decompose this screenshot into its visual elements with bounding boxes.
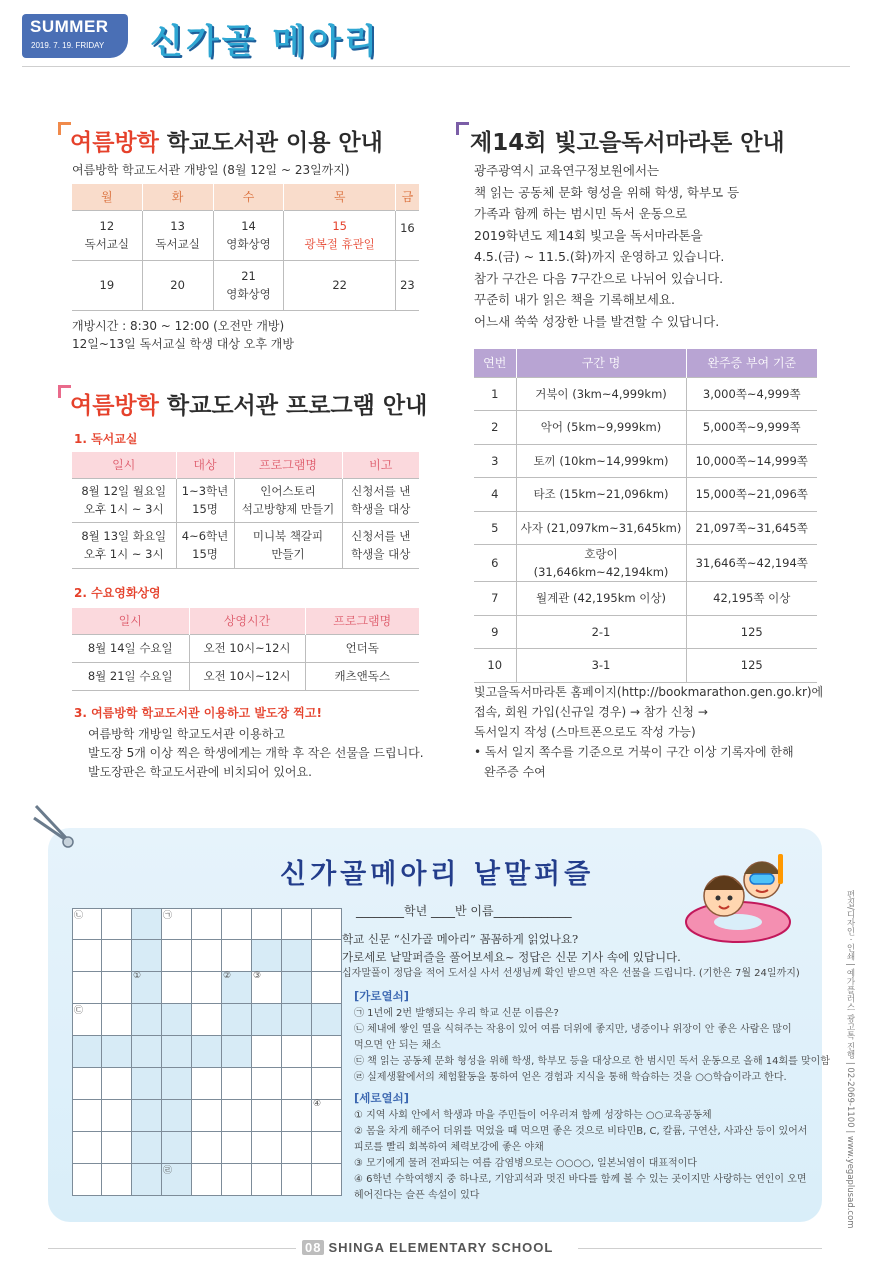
grid-cell[interactable]: [222, 940, 252, 972]
grid-cell[interactable]: [102, 1100, 132, 1132]
movie-heading: 2. 수요영화상영: [74, 586, 161, 600]
grid-cell[interactable]: [222, 1068, 252, 1100]
header-divider: [22, 66, 850, 67]
badge-date: 2019. 7. 19. FRIDAY: [31, 41, 105, 50]
grid-cell[interactable]: [312, 1164, 342, 1196]
grid-cell[interactable]: [102, 1164, 132, 1196]
grid-cell[interactable]: [132, 1132, 162, 1164]
calendar-cell: 12 독서교실: [72, 210, 142, 260]
grid-cell[interactable]: [162, 1068, 192, 1100]
calendar-cell-holiday: 15 광복절 휴관일: [284, 210, 395, 260]
grid-cell[interactable]: [252, 1036, 282, 1068]
library-open-period: 여름방학 학교도서관 개방일 (8월 12일 ~ 23일까지): [72, 163, 350, 177]
table-cell: 8월 13일 화요일 오후 1시 ~ 3시: [72, 522, 176, 568]
school-name: SHINGA ELEMENTARY SCHOOL: [328, 1240, 554, 1255]
grid-cell[interactable]: [312, 908, 342, 940]
table-cell: 4: [474, 478, 516, 512]
grid-cell[interactable]: [222, 1100, 252, 1132]
grid-cell[interactable]: [192, 1004, 222, 1036]
table-cell: 3-1: [516, 649, 686, 683]
library-usage-title: 여름방학 학교도서관 이용 안내: [70, 130, 383, 156]
day-header: 월: [72, 184, 142, 210]
table-cell: 15,000쪽~21,096쪽: [686, 478, 817, 512]
table-cell: 월계관 (42,195km 이상): [516, 582, 686, 616]
table-cell: 21,097쪽~31,645쪽: [686, 511, 817, 545]
footer-divider: [48, 1248, 296, 1249]
grid-cell[interactable]: [72, 1164, 102, 1196]
table-cell: 8월 14일 수요일: [72, 634, 189, 662]
grid-cell[interactable]: [252, 1164, 282, 1196]
grid-cell[interactable]: [192, 1068, 222, 1100]
grid-cell[interactable]: [192, 940, 222, 972]
day-header: 목: [284, 184, 395, 210]
footprint-line: 발도장 5개 이상 찍은 학생에게는 개학 후 작은 선물을 드립니다.: [88, 746, 424, 760]
calendar-cell: 23: [395, 260, 419, 310]
grid-cell[interactable]: [192, 1036, 222, 1068]
footer-divider: [578, 1248, 822, 1249]
grid-cell[interactable]: [192, 908, 222, 940]
pin-icon: [30, 800, 80, 852]
publisher-info: 편집/디자인 · 인쇄 | 예가플러스 광고톡 진행 | 02-2069-1100 | www.yegaplusad.com: [845, 890, 855, 1229]
down-clues: ① 지역 사회 안에서 학생과 마을 주민들이 어우러져 함께 성장하는 ○○교육공동체 ② 몸을 차게 해주어 더위를 먹었을 때 먹으면 좋은 것으로 비타민B, C, 칼륨, 구연산, 사과산 등이 있어서 피로를 빨리 회복하여 체력보강에 좋은 야채 ③ 모기에게 물려 전파되는 여름 감염병으로는 ○○○○, 일본뇌염이 대표적이다 ④ 6학년 수학여행지 중 하나로, 기암괴석과 멋진 바다를 함께 볼 수 있는 곳이지만 사랑하는 연인이 오면 헤어진다는 슬픈 속설이 있다: [354, 1110, 808, 1201]
table-cell: 31,646쪽~42,194쪽: [686, 545, 817, 582]
table-cell: 1~3학년 15명: [176, 478, 234, 522]
table-cell: 3: [474, 444, 516, 478]
grid-cell[interactable]: [222, 908, 252, 940]
grid-cell[interactable]: [102, 1036, 132, 1068]
beach-kids-illustration: [678, 840, 808, 950]
grid-cell[interactable]: [72, 940, 102, 972]
grid-cell[interactable]: [312, 940, 342, 972]
table-cell: 인어스토리 석고방향제 만들기: [234, 478, 342, 522]
table-cell: 거북이 (3km~4,999km): [516, 377, 686, 411]
table-cell: 캐츠앤독스: [305, 662, 419, 690]
table-cell: 호랑이 (31,646km~42,194km): [516, 545, 686, 582]
grid-cell[interactable]: [312, 1068, 342, 1100]
grid-clue-number: ㉢: [74, 1006, 84, 1016]
crossword-grid[interactable]: [72, 908, 342, 1196]
grid-cell[interactable]: [252, 940, 282, 972]
grid-cell[interactable]: [72, 1036, 102, 1068]
table-cell: 9: [474, 615, 516, 649]
grid-cell[interactable]: [162, 1004, 192, 1036]
grid-cell[interactable]: [132, 1036, 162, 1068]
grid-cell[interactable]: [72, 1100, 102, 1132]
grid-cell[interactable]: [222, 1004, 252, 1036]
table-cell: 5,000쪽~9,999쪽: [686, 411, 817, 445]
across-clues: ㉠ 1년에 2번 발행되는 우리 학교 신문 이름은? ㉡ 체내에 쌓인 열을 식혀주는 작용이 있어 여름 더위에 좋지만, 냉증이나 위장이 안 좋은 사람은 많이 먹으면 안 되는 채소 ㉢ 책 읽는 공동체 문화 형성을 위해 학생, 학부모 등을 대상으로 한 범시민 독서 운동으로 올해 14회를 맞이함 ㉣ 실제생활에서의 체험활동을 통하여 얻은 경험과 지식을 통해 학습하는 것을 ○○학습이라고 한다.: [354, 1008, 831, 1083]
grid-cell[interactable]: [252, 1100, 282, 1132]
grid-cell[interactable]: [252, 1004, 282, 1036]
grid-cell[interactable]: [192, 1100, 222, 1132]
table-cell: 10: [474, 649, 516, 683]
grid-cell[interactable]: [282, 1100, 312, 1132]
table-cell: 오전 10시~12시: [189, 662, 305, 690]
grid-cell[interactable]: [162, 1132, 192, 1164]
grid-cell[interactable]: [132, 1100, 162, 1132]
table-cell: 125: [686, 615, 817, 649]
bracket-icon: [456, 122, 469, 135]
calendar-cell: 19: [72, 260, 142, 310]
puzzle-question: 학교 신문 “신가골 메아리” 꼼꼼하게 읽었나요?: [342, 932, 579, 946]
grid-cell[interactable]: [252, 908, 282, 940]
calendar-cell: 21 영화상영: [213, 260, 284, 310]
table-cell: 8월 21일 수요일: [72, 662, 189, 690]
table-cell: 타조 (15km~21,096km): [516, 478, 686, 512]
down-heading: [세로열쇠]: [354, 1091, 409, 1105]
calendar-cell: 14 영화상영: [213, 210, 284, 260]
grid-cell[interactable]: [252, 972, 282, 1004]
table-cell: 토끼 (10km~14,999km): [516, 444, 686, 478]
grid-cell[interactable]: [162, 972, 192, 1004]
grid-cell[interactable]: [102, 1004, 132, 1036]
grid-cell[interactable]: [102, 972, 132, 1004]
table-cell: 2-1: [516, 615, 686, 649]
calendar-cell: 22: [284, 260, 395, 310]
calendar-cell: 16: [395, 210, 419, 260]
footprint-heading: 3. 여름방학 학교도서관 이용하고 발도장 찍고!: [74, 706, 322, 720]
table-cell: 미니북 책갈피 만들기: [234, 522, 342, 568]
grid-cell[interactable]: [282, 1068, 312, 1100]
marathon-intro: 광주광역시 교육연구정보원에서는 책 읽는 공동체 문화 형성을 위해 학생, 학부모 등 가족과 함께 하는 범시민 독서 운동으로 2019학년도 제14회 빛고을 독서마라톤을 4.5.(금) ~ 11.5.(화)까지 운영하고 있습니다. 참가 구간은 다음 7구간으로 나뉘어 있습니다. 꾸준히 내가 읽은 책을 기록해보세요. 어느새 쑥쑥 성장한 나를 발견할 수 있답니다.: [474, 163, 740, 329]
grid-cell[interactable]: [282, 908, 312, 940]
grid-clue-number: ㉡: [74, 911, 84, 921]
grid-clue-number: ①: [133, 971, 142, 981]
table-cell: 8월 12일 월요일 오후 1시 ~ 3시: [72, 478, 176, 522]
library-program-title: 여름방학 학교도서관 프로그램 안내: [70, 393, 428, 419]
footprint-line: 발도장판은 학교도서관에 비치되어 있어요.: [88, 765, 312, 779]
student-info-line[interactable]: ________학년 ____반 이름_____________: [356, 904, 572, 918]
grid-cell[interactable]: [312, 1004, 342, 1036]
table-cell: 5: [474, 511, 516, 545]
grid-cell[interactable]: [252, 1068, 282, 1100]
grid-clue-number: ㉣: [163, 1166, 173, 1176]
badge-season: SUMMER: [30, 17, 109, 36]
grid-cell[interactable]: [192, 1164, 222, 1196]
grid-cell[interactable]: [282, 1132, 312, 1164]
grid-cell[interactable]: [132, 908, 162, 940]
grid-cell[interactable]: [282, 1036, 312, 1068]
table-cell: 오전 10시~12시: [189, 634, 305, 662]
grid-cell[interactable]: [222, 1132, 252, 1164]
grid-cell[interactable]: [72, 1132, 102, 1164]
newspaper-title: 신가골 메아리: [150, 22, 380, 62]
grid-cell[interactable]: [132, 1004, 162, 1036]
grid-clue-number: ③: [253, 971, 262, 981]
grid-cell[interactable]: [72, 1004, 102, 1036]
footprint-line: 여름방학 개방일 학교도서관 이용하고: [88, 727, 285, 741]
table-cell: 10,000쪽~14,999쪽: [686, 444, 817, 478]
grid-cell[interactable]: [102, 1068, 132, 1100]
day-header: 금: [395, 184, 419, 210]
table-cell: 125: [686, 649, 817, 683]
marathon-title: 제14회 빛고을독서마라톤 안내: [470, 130, 785, 156]
calendar-cell: 20: [142, 260, 213, 310]
marathon-bullet: • 독서 일지 쪽수를 기준으로 거북이 구간 이상 기록자에 한해 완주증 수여: [474, 745, 794, 779]
library-hours: 개방시간 : 8:30 ~ 12:00 (오전만 개방): [72, 319, 285, 333]
table-cell: 7: [474, 582, 516, 616]
grid-cell[interactable]: [312, 972, 342, 1004]
grid-clue-number: ②: [223, 971, 232, 981]
table-cell: 3,000쪽~4,999쪽: [686, 377, 817, 411]
grid-cell[interactable]: [162, 908, 192, 940]
grid-cell[interactable]: [312, 1100, 342, 1132]
footer: [302, 1240, 553, 1255]
grid-cell[interactable]: [162, 940, 192, 972]
table-cell: 신청서를 낸 학생을 대상: [342, 478, 419, 522]
grid-cell[interactable]: [222, 972, 252, 1004]
grid-cell[interactable]: [162, 1036, 192, 1068]
grid-cell[interactable]: [132, 972, 162, 1004]
grid-cell[interactable]: [312, 1132, 342, 1164]
grid-cell[interactable]: [282, 1164, 312, 1196]
grid-cell[interactable]: [282, 972, 312, 1004]
table-cell: 2: [474, 411, 516, 445]
grid-cell[interactable]: [72, 908, 102, 940]
table-cell: 언더독: [305, 634, 419, 662]
grid-cell[interactable]: [192, 1132, 222, 1164]
marathon-instructions: 빛고을독서마라톤 홈페이지(http://bookmarathon.gen.go.kr)에 접속, 회원 가입(신규일 경우) → 참가 신청 → 독서일지 작성 (스마트폰으로도 작성 가능): [474, 685, 824, 739]
puzzle-note: 십자말풀이 정답을 적어 도서실 사서 선생님께 확인 받으면 작은 선물을 드립니다. (기한은 7월 24일까지): [342, 968, 800, 979]
grid-cell[interactable]: [282, 940, 312, 972]
reading-class-heading: 1. 독서교실: [74, 432, 138, 446]
day-header: 수: [213, 184, 284, 210]
table-cell: 4~6학년 15명: [176, 522, 234, 568]
calendar-cell: 13 독서교실: [142, 210, 213, 260]
grid-cell[interactable]: [132, 1164, 162, 1196]
grid-cell[interactable]: [222, 1036, 252, 1068]
grid-cell[interactable]: [102, 940, 132, 972]
table-cell: 1: [474, 377, 516, 411]
marathon-table: 연번 구간 명 완주증 부여 기준 1 거북이 (3km~4,999km) 3,000쪽~4,999쪽 2 악어 (5km~9,999km) 5,000쪽~9,999쪽 3 토끼 (10km~14,999km) 10,000쪽~14,999쪽 4 타조 (15km~21,096km) 15,000쪽~21,096쪽 5 사자 (21,097km~31,645km) 21,097쪽~31,645쪽 6 호랑이 (31,646km~42,194km) 31,646쪽~42,194쪽 7 월계관 (42,195km 이상) 42,195쪽 이상 9 2-1 125 10 3-1 125: [474, 349, 817, 683]
movie-table: 일시 상영시간 프로그램명 8월 14일 수요일 오전 10시~12시 언더독 8월 21일 수요일 오전 10시~12시 캐츠앤독스: [72, 608, 419, 691]
grid-cell[interactable]: [102, 1132, 132, 1164]
puzzle-title: 신가골메아리 낱말퍼즐: [280, 859, 595, 890]
library-calendar-table: [72, 184, 419, 311]
grid-cell[interactable]: [222, 1164, 252, 1196]
grid-cell[interactable]: [252, 1132, 282, 1164]
table-cell: 악어 (5km~9,999km): [516, 411, 686, 445]
table-cell: 42,195쪽 이상: [686, 582, 817, 616]
grid-cell[interactable]: [282, 1004, 312, 1036]
grid-cell[interactable]: [132, 940, 162, 972]
grid-cell[interactable]: [312, 1036, 342, 1068]
puzzle-question: 가로세로 낱말퍼즐을 풀어보세요~ 정답은 신문 기사 속에 있답니다.: [342, 950, 681, 964]
library-hours-note: 12일~13일 독서교실 학생 대상 오후 개방: [72, 337, 294, 351]
table-cell: 6: [474, 545, 516, 582]
header-badge: [22, 14, 128, 58]
grid-clue-number: ④: [313, 1099, 322, 1109]
across-heading: [가로열쇠]: [354, 989, 409, 1003]
grid-cell[interactable]: [72, 1068, 102, 1100]
day-header: 화: [142, 184, 213, 210]
grid-cell[interactable]: [102, 908, 132, 940]
page-number: 08: [302, 1240, 324, 1255]
grid-cell[interactable]: [72, 972, 102, 1004]
grid-cell[interactable]: [162, 1164, 192, 1196]
table-cell: 신청서를 낸 학생을 대상: [342, 522, 419, 568]
grid-cell[interactable]: [132, 1068, 162, 1100]
reading-class-table: 일시 대상 프로그램명 비고 8월 12일 월요일 오후 1시 ~ 3시 1~3학년 15명 인어스토리 석고방향제 만들기 신청서를 낸 학생을 대상 8월 13일 화요일 오후 1시 ~ 3시 4~6학년 15명 미니북 책갈피 만들기 신청서를 낸 학생을 대상: [72, 452, 419, 569]
grid-cell[interactable]: [162, 1100, 192, 1132]
grid-cell[interactable]: [192, 972, 222, 1004]
grid-clue-number: ㉠: [163, 911, 173, 921]
table-cell: 사자 (21,097km~31,645km): [516, 511, 686, 545]
